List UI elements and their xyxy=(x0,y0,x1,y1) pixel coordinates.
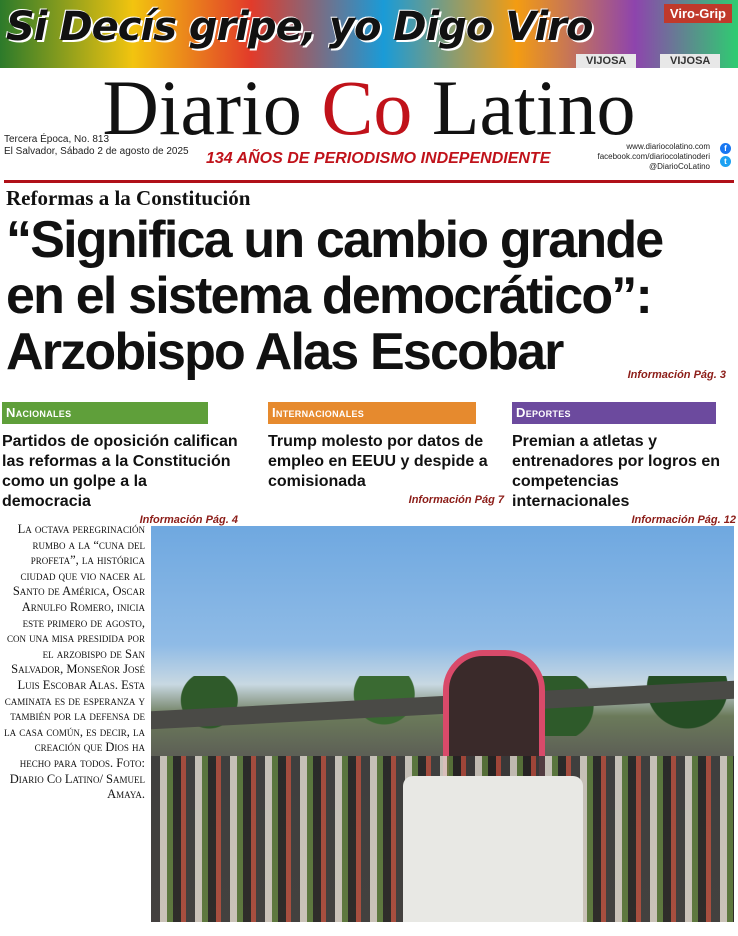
photo-caption: La octava peregrinación rumbo a la “cuna del profeta”, la histórica ciudad que vio nacer al Santo de América, Oscar Arnulfo Romero, inicia este primero de agosto, con una misa presidida por el arzobispo de San Salvador, Monseñor José Luis Escobar Alas. Esta caminata es de esperanza y también por la defensa de la casa común, es decir, la creación que Dios ha hecho para todos. Foto: Diario Co Latino/ Samuel Amaya. xyxy=(4,522,145,802)
section-page-ref: Información Pág. 4 xyxy=(139,514,238,526)
section-headline[interactable]: Partidos de oposición califican las reformas a la Constitución como un golpe a la democracia xyxy=(2,433,238,510)
lead-page-ref: Información Pág. 3 xyxy=(627,369,726,381)
masthead-divider xyxy=(4,180,734,183)
lead-headline[interactable] xyxy=(6,212,734,380)
section-label: Internacionales xyxy=(268,402,476,424)
logo-co: Co xyxy=(321,64,413,151)
section-label: Deportes xyxy=(512,402,716,424)
section-headline[interactable]: Premian a atletas y entrenadores por logros en competencias internacionales xyxy=(512,433,721,510)
social-icons xyxy=(720,143,734,169)
section-label: Nacionales xyxy=(2,402,208,424)
section-page-ref: Información Pág 7 xyxy=(408,494,504,506)
ad-tag: VIJOSA xyxy=(660,54,720,68)
edition-date: El Salvador, Sábado 2 de agosto de 2025 xyxy=(4,146,189,157)
logo-text: Diario xyxy=(102,64,322,151)
headline-line: Arzobispo Alas Escobar xyxy=(6,323,563,381)
website-link[interactable]: www.diariocolatino.com xyxy=(626,142,710,151)
headline-line: en el sistema democrático”: xyxy=(6,267,651,325)
lead-kicker: Reformas a la Constitución xyxy=(6,186,251,210)
twitter-link[interactable]: @DiarioCoLatino xyxy=(648,162,710,171)
headline-line: “Significa un cambio grande xyxy=(6,211,663,269)
section-headline[interactable]: Trump molesto por datos de empleo en EEUU y despide a comisionada xyxy=(268,433,488,490)
ad-slogan: Si Decís gripe, yo Digo Viro xyxy=(6,4,593,50)
pilgrimage-photo[interactable] xyxy=(151,526,734,922)
ad-tag: VIJOSA xyxy=(576,54,636,68)
facebook-link[interactable]: facebook.com/diariocolatinoderi xyxy=(597,152,710,161)
facebook-icon[interactable]: f xyxy=(720,143,731,154)
ad-brand: Viro-Grip xyxy=(664,4,732,23)
photo-truck xyxy=(403,776,583,922)
edition-info xyxy=(4,134,189,158)
section-internacionales[interactable] xyxy=(268,402,504,506)
twitter-icon[interactable]: t xyxy=(720,156,731,167)
contact-info xyxy=(597,142,710,172)
edition-number: Tercera Época, No. 813 xyxy=(4,134,110,145)
top-ad-banner[interactable] xyxy=(0,0,738,68)
section-deportes[interactable] xyxy=(512,402,736,526)
section-nacionales[interactable] xyxy=(2,402,238,526)
section-page-ref: Información Pág. 12 xyxy=(631,514,736,526)
masthead-slogan: 134 AÑOS DE PERIODISMO INDEPENDIENTE xyxy=(206,150,551,167)
logo-text: Latino xyxy=(412,64,636,151)
